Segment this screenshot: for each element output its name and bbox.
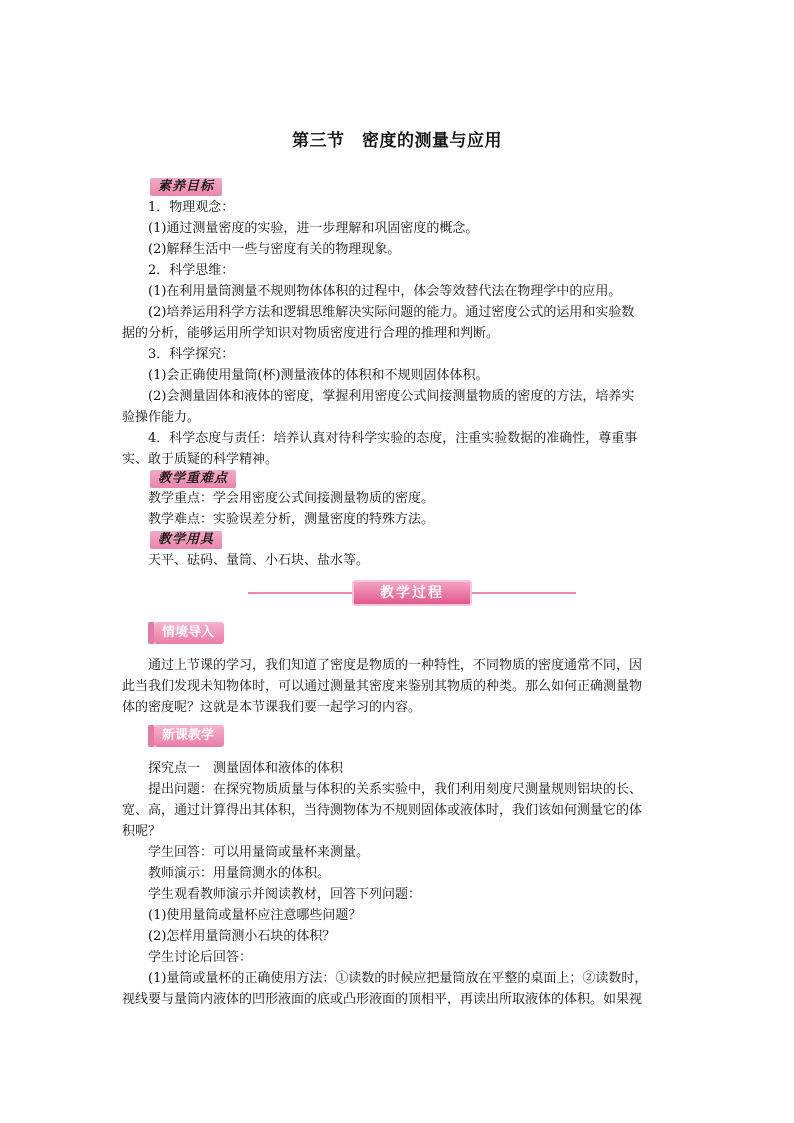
banner-divider-right — [472, 592, 576, 594]
goals-line: (2)会测量固体和液体的密度，掌握利用密度公式间接测量物质的密度的方法，培养实 — [148, 389, 635, 404]
lesson-line: (1)量筒或量杯的正确使用方法：①读数的时候应把量筒放在平整的桌面上；②读数时， — [148, 971, 648, 986]
lesson-line: 学生观看教师演示并阅读教材，回答下列问题： — [148, 887, 422, 902]
goals-line: 1．物理观念： — [148, 200, 235, 215]
goals-line: 2．科学思维： — [148, 263, 235, 278]
goals-line: (1)通过测量密度的实验，进一步理解和巩固密度的概念。 — [148, 221, 479, 236]
intro-line: 体的密度呢？这就是本节课我们要一起学习的内容。 — [122, 700, 422, 715]
lesson-line: 宽、高，通过计算得出其体积，当待测物体为不规则固体或液体时，我们该如何测量它的体 — [122, 803, 643, 818]
goals-line: (1)在利用量筒测量不规则物体体积的过程中，体会等效替代法在物理学中的应用。 — [148, 284, 622, 299]
lesson-line: 教师演示：用量筒测水的体积。 — [148, 866, 331, 881]
goals-line: 3．科学探究： — [148, 347, 235, 362]
section-pill-newlesson: 新课教学 — [154, 725, 224, 747]
tools-line: 天平、砝码、量筒、小石块、盐水等。 — [148, 553, 370, 568]
keypoints-line: 教学重点：学会用密度公式间接测量物质的密度。 — [148, 491, 435, 506]
section-banner-process: 教学过程 — [352, 580, 472, 606]
section-badge-keypoints: 教学重难点 — [150, 470, 236, 488]
intro-line: 此当我们发现未知物体时，可以通过测量其密度来鉴别其物质的种类。那么如何正确测量物 — [122, 679, 643, 694]
lesson-line: 学生讨论后回答： — [148, 950, 253, 965]
lesson-line: (2)怎样用量筒测小石块的体积？ — [148, 929, 336, 944]
lesson-line: 提出问题：在探究物质质量与体积的关系实验中，我们利用刻度尺测量规则铝块的长、 — [148, 782, 643, 797]
lesson-line: 积呢？ — [122, 824, 162, 839]
lesson-line: (1)使用量筒或量杯应注意哪些问题？ — [148, 908, 362, 923]
goals-line: 据的分析，能够运用所学知识对物质密度进行合理的推理和判断。 — [122, 326, 500, 341]
lesson-line: 探究点一 测量固体和液体的体积 — [148, 761, 344, 776]
goals-line: (2)解释生活中一些与密度有关的物理现象。 — [148, 242, 401, 257]
intro-line: 通过上节课的学习，我们知道了密度是物质的一种特性，不同物质的密度通常不同，因 — [148, 658, 643, 673]
goals-line: (2)培养运用科学方法和逻辑思维解决实际问题的能力。通过密度公式的运用和实验数 — [148, 305, 635, 320]
section-pill-intro: 情境导入 — [154, 622, 224, 644]
goals-line: 验操作能力。 — [122, 410, 201, 425]
page-title: 第三节 密度的测量与应用 — [292, 131, 502, 151]
lesson-line: 视线要与量筒内液体的凹形液面的底或凸形液面的顶相平，再读出所取液体的体积。如果视 — [122, 992, 643, 1007]
section-badge-tools: 教学用具 — [150, 531, 222, 549]
section-badge-goals: 素养目标 — [150, 178, 222, 196]
banner-divider-left — [248, 592, 352, 594]
keypoints-line: 教学难点：实验误差分析，测量密度的特殊方法。 — [148, 512, 435, 527]
goals-line: 4．科学态度与责任：培养认真对待科学实验的态度，注重实验数据的准确性，尊重事 — [148, 431, 638, 446]
goals-line: (1)会正确使用量筒(杯)测量液体的体积和不规则固体体积。 — [148, 368, 489, 383]
lesson-line: 学生回答：可以用量筒或量杯来测量。 — [148, 845, 370, 860]
goals-line: 实、敢于质疑的科学精神。 — [122, 452, 279, 467]
